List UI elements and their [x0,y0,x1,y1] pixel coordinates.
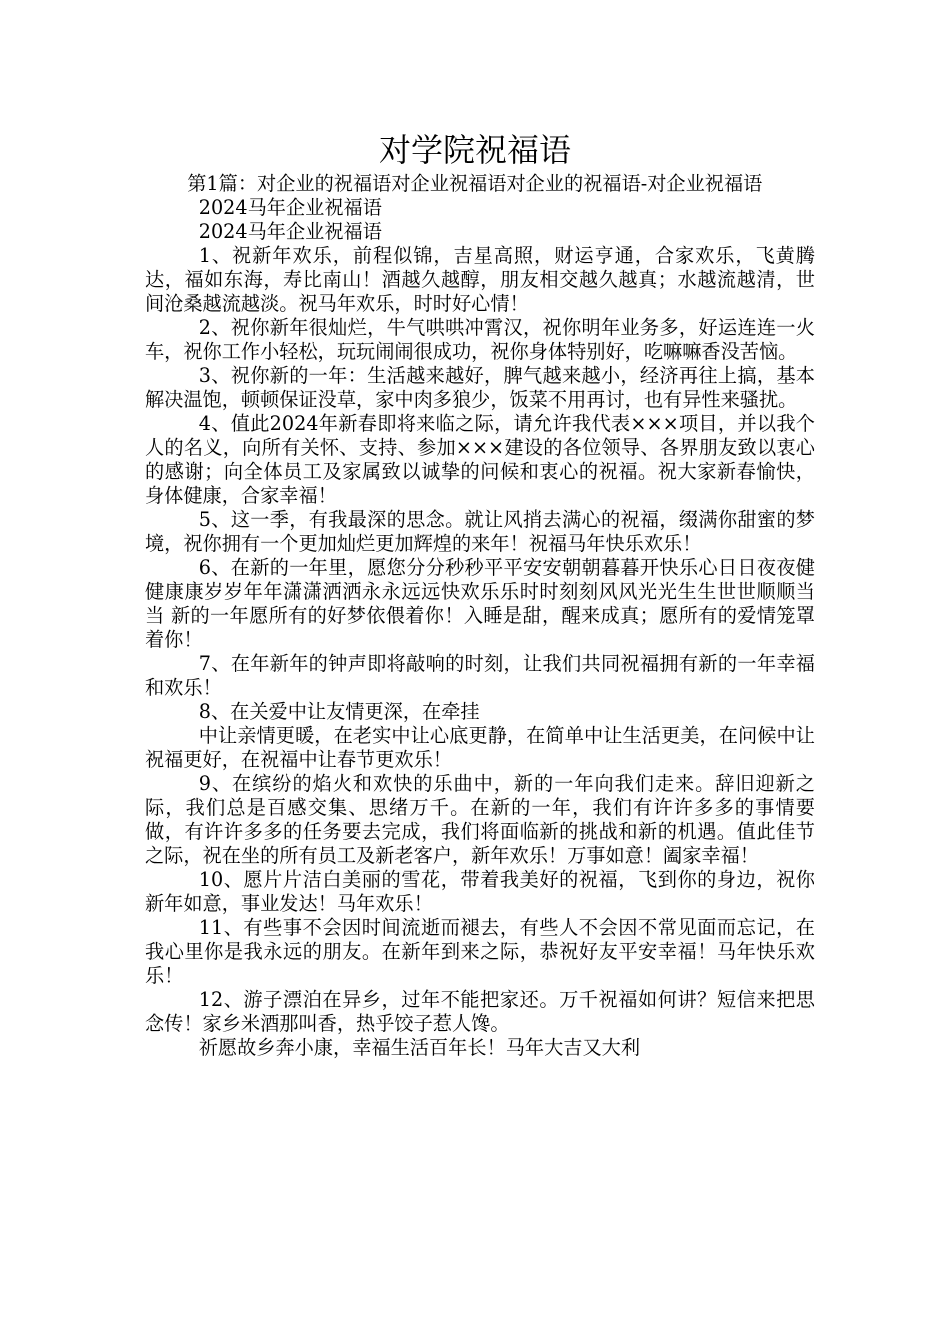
paragraph: 12、游子漂泊在异乡，过年不能把家还。万千祝福如何讲？短信来把思念传！家乡米酒那叫香，热乎饺子惹人馋。 [145,988,815,1035]
paragraph: 9、在缤纷的焰火和欢快的乐曲中，新的一年向我们走来。辞旧迎新之际，我们总是百感交集、思绪万千。在新的一年，我们有许许多多的事情要做，有许许多多的任务要去完成，我们将面临新的挑战和新的机遇。值此佳节之际，祝在坐的所有员工及新老客户，新年欢乐！万事如意！阖家幸福！ [145,772,815,867]
paragraph-heading: 第1篇：对企业的祝福语对企业祝福语对企业的祝福语-对企业祝福语 [187,172,763,195]
paragraph: 8、在关爱中让友情更深，在牵挂 [198,700,480,723]
paragraph: 3、祝你新的一年：生活越来越好，脾气越来越小，经济再往上搞，基本解决温饱，顿顿保证没草，家中肉多狼少，饭菜不用再讨，也有异性来骚扰。 [145,364,815,411]
document-title: 对学院祝福语 [378,131,571,169]
document-body [145,172,815,1060]
paragraph: 5、这一季，有我最深的思念。就让风捎去满心的祝福，缀满你甜蜜的梦境，祝你拥有一个更加灿烂更加辉煌的来年！祝福马年快乐欢乐！ [145,508,815,555]
paragraph: 7、在年新年的钟声即将敲响的时刻，让我们共同祝福拥有新的一年幸福和欢乐！ [145,652,815,699]
paragraph: 祈愿故乡奔小康，幸福生活百年长！马年大吉又大利 [198,1036,641,1059]
paragraph: 6、在新的一年里，愿您分分秒秒平平安安朝朝暮暮开快乐心日日夜夜健健康康岁岁年年潇潇洒洒永永远远快欢乐乐时时刻刻风风光光生生世世顺顺当当 新的一年愿所有的好梦依偎着你！入睡是甜，醒来成真；愿所有的爱情笼罩着你！ [145,556,815,651]
paragraph: 2、祝你新年很灿烂，牛气哄哄冲霄汉，祝你明年业务多，好运连连一火车，祝你工作小轻松，玩玩闹闹很成功，祝你身体特别好，吃嘛嘛香没苦恼。 [145,316,815,363]
paragraph-subtitle: 2024马年企业祝福语 [198,196,382,219]
paragraph-subtitle: 2024马年企业祝福语 [198,220,382,243]
paragraph: 中让亲情更暖，在老实中让心底更静，在简单中让生活更美，在问候中让祝福更好，在祝福中让春节更欢乐！ [145,724,815,771]
paragraph: 1、祝新年欢乐，前程似锦，吉星高照，财运亨通，合家欢乐，飞黄腾达，福如东海，寿比南山！酒越久越醇，朋友相交越久越真；水越流越清，世间沧桑越流越淡。祝马年欢乐，时时好心情！ [145,244,815,315]
paragraph: 4、值此2024年新春即将来临之际，请允许我代表×××项目，并以我个人的名义，向所有关怀、支持、参加×××建设的各位领导、各界朋友致以衷心的感谢；向全体员工及家属致以诚挚的问候和衷心的祝福。祝大家新春愉快，身体健康，合家幸福！ [145,412,815,507]
paragraph: 10、愿片片洁白美丽的雪花，带着我美好的祝福，飞到你的身边，祝你新年如意，事业发达！马年欢乐！ [145,868,815,915]
paragraph: 11、有些事不会因时间流逝而褪去，有些人不会因不常见面而忘记，在我心里你是我永远的朋友。在新年到来之际，恭祝好友平安幸福！马年快乐欢乐！ [145,916,815,987]
